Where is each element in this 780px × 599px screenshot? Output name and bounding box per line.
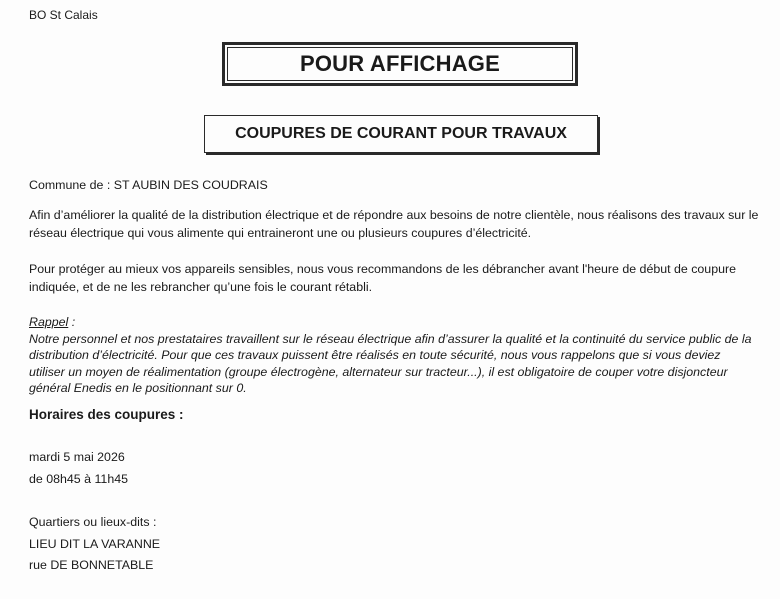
rappel-text: Notre personnel et nos prestataires travaillent sur le réseau électrique afin d’assurer la qualité et la continuité du service public de la distribution d’électricité. Pour que ces travaux puissent être réalisés en toute sécurité, nous vous rappelons que si vous deviez utiliser un moyen de réalimentation (groupe électrogène, alternateur sur tracteur...), il est obligatoire de couper votre disjoncteur général Enedis en le positionnant sur 0.	[29, 331, 752, 395]
office-name: BO St Calais	[29, 8, 98, 22]
rappel-label-suffix: :	[68, 315, 76, 329]
commune-line: Commune de : ST AUBIN DES COUDRAIS	[29, 178, 268, 192]
place-item: rue DE BONNETABLE	[29, 558, 154, 572]
rappel-block	[29, 314, 759, 397]
horaires-title: Horaires des coupures :	[29, 407, 184, 422]
rappel-label: Rappel	[29, 315, 69, 329]
paragraph-quality: Afin d’améliorer la qualité de la distribution électrique et de répondre aux besoins de notre clientèle, nous réalisons des travaux sur le réseau électrique qui vous alimente qui entraineront une ou plusieurs coupures d’électricité.	[29, 208, 759, 240]
main-title-box	[222, 42, 578, 86]
subtitle-box	[204, 115, 598, 153]
paragraph-protection: Pour protéger au mieux vos appareils sensibles, nous vous recommandons de les débrancher avant l'heure de début de coupure indiquée, et de ne les rebrancher qu’une fois le courant rétabli.	[29, 262, 736, 294]
outage-time: de 08h45 à 11h45	[29, 472, 128, 486]
quartiers-label: Quartiers ou lieux-dits :	[29, 515, 157, 529]
place-item: LIEU DIT LA VARANNE	[29, 537, 161, 551]
rappel-heading	[29, 314, 759, 331]
main-title: POUR AFFICHAGE	[300, 51, 500, 76]
subtitle: COUPURES DE COURANT POUR TRAVAUX	[235, 125, 567, 142]
outage-date: mardi 5 mai 2026	[29, 450, 125, 464]
